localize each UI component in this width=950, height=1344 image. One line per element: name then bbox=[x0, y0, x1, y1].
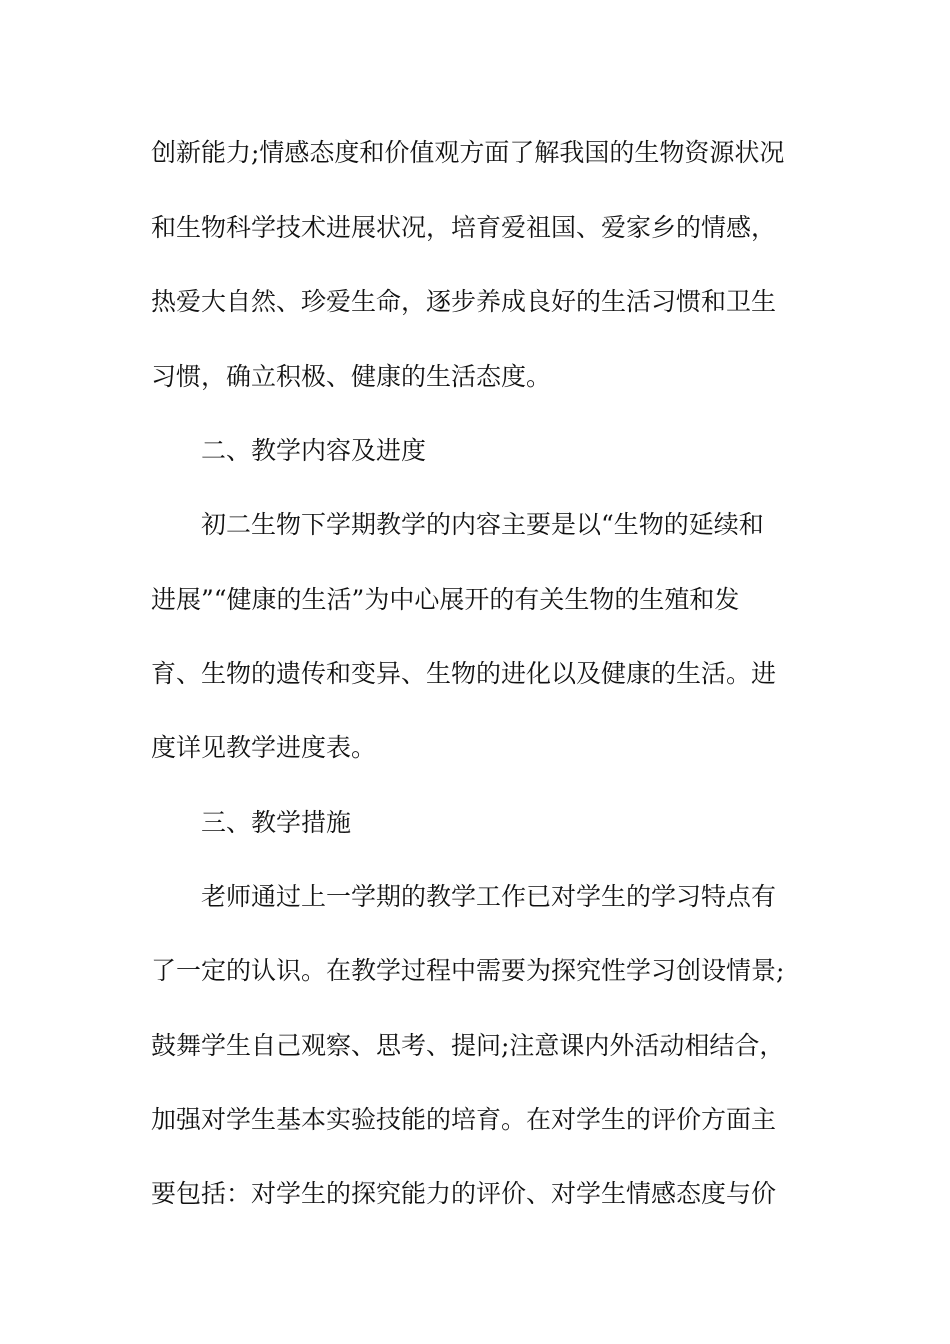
paragraph-2-line-2: 进展”“健康的生活”为中心展开的有关生物的生殖和发 bbox=[151, 585, 740, 614]
paragraph-3-line-3: 鼓舞学生自己观察、思考、提问;注意课内外活动相结合， bbox=[151, 1031, 785, 1060]
section-heading-3: 三、教学措施 bbox=[201, 808, 352, 837]
paragraph-3-line-5: 要包括：对学生的探究能力的评价、对学生情感态度与价 bbox=[151, 1179, 777, 1208]
paragraph-1-line-3: 热爱大自然、珍爱生命，逐步养成良好的生活习惯和卫生 bbox=[151, 287, 777, 316]
paragraph-2-line-3: 育、生物的遗传和变异、生物的进化以及健康的生活。进 bbox=[151, 659, 777, 688]
paragraph-1-line-4: 习惯，确立积极、健康的生活态度。 bbox=[151, 362, 552, 391]
paragraph-3-line-1: 老师通过上一学期的教学工作已对学生的学习特点有 bbox=[201, 882, 777, 911]
paragraph-2-line-1: 初二生物下学期教学的内容主要是以“生物的延续和 bbox=[201, 510, 764, 539]
paragraph-1-line-2: 和生物科学技术进展状况，培育爱祖国、爱家乡的情感， bbox=[151, 213, 777, 242]
paragraph-3-line-2: 了一定的认识。在教学过程中需要为探究性学习创设情景; bbox=[151, 956, 785, 985]
paragraph-3-line-4: 加强对学生基本实验技能的培育。在对学生的评价方面主 bbox=[151, 1105, 777, 1134]
paragraph-2-line-4: 度详见教学进度表。 bbox=[151, 733, 377, 762]
section-heading-2: 二、教学内容及进度 bbox=[201, 436, 427, 465]
paragraph-1-line-1: 创新能力;情感态度和价值观方面了解我国的生物资源状况 bbox=[151, 138, 785, 167]
